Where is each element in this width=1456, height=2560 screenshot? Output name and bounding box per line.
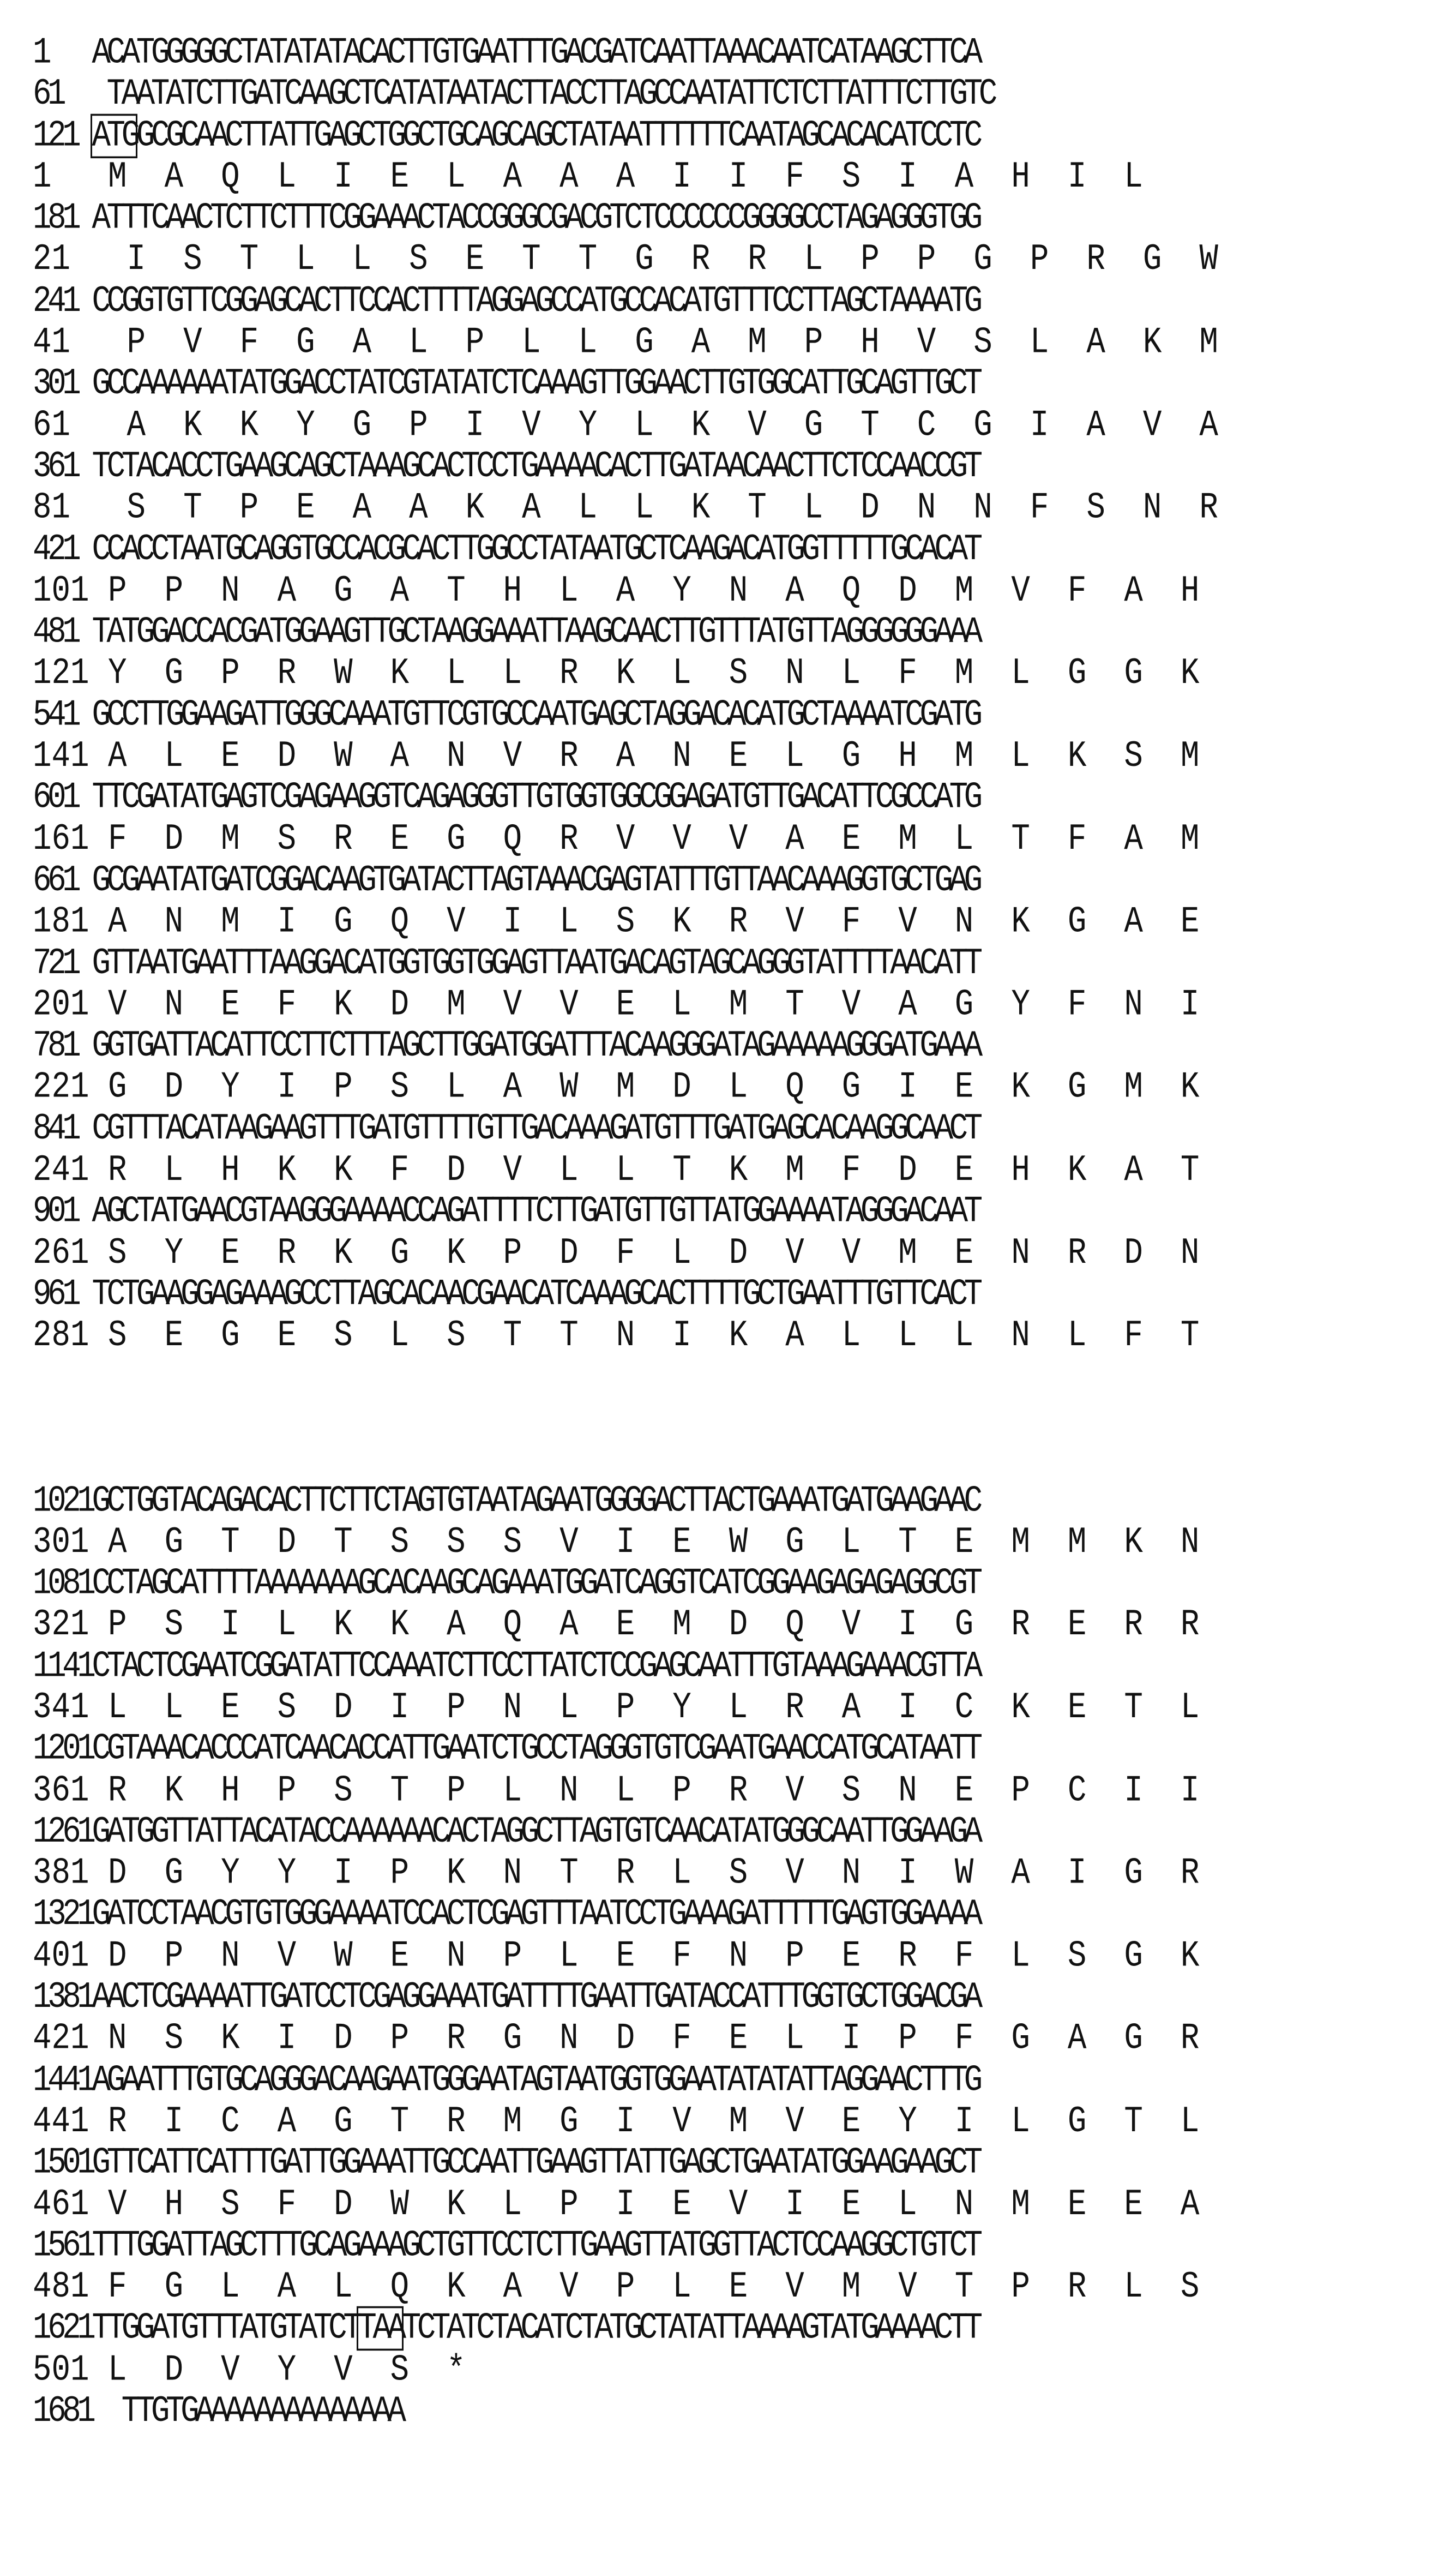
sequence-text: TTTGGATTAGCTTTGCAGAAAGCTGTTCCTCTTGAAGTTATGGTTACTCCAAGGCTGTCT <box>92 2225 979 2267</box>
spacer <box>89 2349 109 2391</box>
amino-acid-row <box>33 1771 1218 1812</box>
position-number: 41 <box>33 321 71 364</box>
position-number: 321 <box>33 1604 89 1646</box>
position-number: 1501 <box>33 2142 92 2184</box>
position-number: 1021 <box>33 1480 92 1522</box>
position-number: 81 <box>33 487 71 530</box>
sequence-text: AGAATTTGTGCAGGGACAAGAATGGGAATAGTAATGGTGGAATATATATTAGGAACTTTG <box>92 2059 979 2102</box>
position-number: 301 <box>33 1521 89 1563</box>
spacer <box>62 74 106 116</box>
amino-acid-row <box>33 2267 1218 2309</box>
spacer <box>89 1521 109 1563</box>
position-number: 181 <box>33 901 89 943</box>
position-number: 361 <box>33 446 77 488</box>
position-number: 181 <box>33 197 77 240</box>
nucleotide-row <box>33 364 1218 405</box>
spacer <box>77 115 92 157</box>
position-number: 1081 <box>33 1562 92 1605</box>
position-number: 101 <box>33 570 89 612</box>
spacer <box>77 1108 92 1150</box>
sequence-text: S Y E R K G K P D F L D V V M E N R D N <box>108 1232 1200 1274</box>
sequence-figure <box>33 33 1218 2432</box>
spacer <box>77 611 92 654</box>
sequence-text: P S I L K K A Q A E M D Q V I G R E R R <box>108 1604 1200 1646</box>
sequence-text: ATTTCAACTCTTCTTTCGGAAACTACCGGGCGACGTCTCCCCCCGGGGCCTAGAGGGTGG <box>92 197 979 240</box>
position-number: 601 <box>33 777 77 819</box>
position-number: 481 <box>33 611 77 654</box>
sequence-text: CGTTTACATAAGAAGTTTGATGTTTTGTTGACAAAGATGTTTGATGAGCACAAGGCAACT <box>92 1108 979 1150</box>
spacer <box>89 570 109 612</box>
position-number: 1621 <box>33 2307 92 2350</box>
position-number: 381 <box>33 1852 89 1894</box>
sequence-text: R L H K K F D V L L T K M F D E H K A T <box>108 1149 1200 1192</box>
spacer <box>89 1232 109 1274</box>
amino-acid-row <box>33 488 1218 530</box>
sequence-text: GTTAATGAATTTAAGGACATGGTGGTGGAGTTAATGACAGTAGCAGGGTATTTTAACATT <box>92 942 979 985</box>
spacer <box>77 446 92 488</box>
spacer <box>89 1149 109 1191</box>
spacer <box>89 2018 109 2060</box>
spacer <box>89 2267 109 2309</box>
nucleotide-row <box>33 1646 1218 1688</box>
sequence-text: V H S F D W K L P I E V I E L N M E E A <box>108 2184 1200 2226</box>
position-number: 1201 <box>33 1728 92 1771</box>
sequence-text: N S K I D P R G N D F E L I P F G A G R <box>108 2018 1200 2060</box>
nucleotide-row <box>33 281 1218 322</box>
sequence-text: A G T D T S S S V I E W G L T E M M K N <box>108 1521 1200 1563</box>
amino-acid-row <box>33 2184 1218 2226</box>
sequence-text: Y G P R W K L L R K L S N L F M L G G K <box>108 652 1200 695</box>
sequence-text: D P N V W E N P L E F N P E R F L S G K <box>108 1935 1200 1977</box>
sequence-text: R K H P S T P L N L P R V S N E P C I I <box>108 1770 1200 1812</box>
position-number: 1141 <box>33 1645 92 1688</box>
sequence-text: GGTGATTACATTCCTTCTTTAGCTTGGATGGATTTACAAGGGATAGAAAAAGGGATGAAA <box>92 1025 979 1068</box>
position-number: 121 <box>33 652 89 695</box>
position-number: 341 <box>33 1687 89 1729</box>
spacer <box>89 1935 109 1977</box>
sequence-text: D G Y Y I P K N T R L S V N I W A I G R <box>108 1852 1200 1894</box>
stop-codon-box: TAA <box>358 2307 402 2350</box>
spacer <box>77 777 92 819</box>
amino-acid-row <box>33 1522 1218 1563</box>
sequence-text: A L E D W A N V R A N E L G H M L K S M <box>108 735 1200 778</box>
nucleotide-row <box>33 1026 1218 1068</box>
position-number: 61 <box>33 73 63 116</box>
position-number: 721 <box>33 942 77 985</box>
spacer <box>77 1026 92 1068</box>
spacer <box>89 901 109 943</box>
amino-acid-row <box>33 322 1218 364</box>
nucleotide-row <box>33 447 1218 488</box>
amino-acid-row <box>33 1068 1218 1109</box>
sequence-text: CTACTCGAATCGGATATTCCAAATCTTCCTTATCTCCGAGCAATTTGTAAAGAAACGTTA <box>92 1645 979 1688</box>
position-number: 661 <box>33 860 77 902</box>
position-number: 421 <box>33 2018 89 2060</box>
amino-acid-row <box>33 654 1218 695</box>
sequence-text: CCTAGCATTTTAAAAAAAGCACAAGCAGAAATGGATCAGGTCATCGGAAGAGAGAGGCGT <box>92 1562 979 1605</box>
nucleotide-row <box>33 612 1218 654</box>
sequence-text: TTCGATATGAGTCGAGAAGGTCAGAGGGTTGTGGTGGCGGAGATGTTGACATTCGCCATG <box>92 777 979 819</box>
position-number: 481 <box>33 2266 89 2309</box>
position-number: 1441 <box>33 2059 92 2102</box>
amino-acid-row <box>33 1605 1218 1646</box>
amino-acid-row <box>33 571 1218 612</box>
position-number: 281 <box>33 1315 89 1357</box>
amino-acid-row <box>33 736 1218 778</box>
position-number: 241 <box>33 280 77 322</box>
spacer <box>77 280 92 322</box>
spacer <box>89 2101 109 2143</box>
start-codon-box: ATG <box>92 115 136 157</box>
nucleotide-row <box>33 1563 1218 1605</box>
sequence-text: TCTACACCTGAAGCAGCTAAAGCACTCCTGAAAACACTTGATAACAACTTCTCCAACCGT <box>92 446 979 488</box>
position-number: 401 <box>33 1935 89 1977</box>
spacer <box>52 156 109 198</box>
position-number: 421 <box>33 529 77 571</box>
nucleotide-row <box>33 943 1218 985</box>
spacer <box>77 943 92 985</box>
sequence-text: CCACCTAATGCAGGTGCCACGCACTTGGCCTATAATGCTCAAGACATGGTTTTTGCACAT <box>92 529 979 571</box>
position-number: 61 <box>33 404 71 447</box>
sequence-text: R I C A G T R M G I V M V E Y I L G T L <box>108 2101 1200 2143</box>
nucleotide-row <box>33 695 1218 736</box>
position-number: 1 <box>33 32 48 74</box>
amino-acid-row <box>33 902 1218 943</box>
amino-acid-row <box>33 2019 1218 2060</box>
position-number: 1681 <box>33 2390 92 2433</box>
sequence-text: P P N A G A T H L A Y N A Q D M V F A H <box>108 570 1200 612</box>
position-number: 141 <box>33 735 89 778</box>
spacer <box>70 405 127 447</box>
sequence-text: F D M S R E G Q R V V V A E M L T F A M <box>108 818 1200 861</box>
sequence-text: AACTCGAAAATTGATCCTCGAGGAAATGATTTTGAATTGATACCATTTGGTGCTGGACGA <box>92 1976 979 2019</box>
sequence-text: AGCTATGAACGTAAGGGAAAACCAGATTTTCTTGATGTTGTTATGGAAAATAGGGACAAT <box>92 1191 979 1233</box>
sequence-text: G D Y I P S L A W M D L Q G I E K G M K <box>108 1066 1200 1109</box>
position-number: 1 <box>33 156 52 199</box>
amino-acid-row <box>33 1688 1218 1729</box>
position-number: 21 <box>33 239 71 281</box>
sequence-text: TAATATCTTGATCAAGCTCATATAATACTTACCTTAGCCAATATTCTCTTATTTCTTGTC <box>106 73 994 116</box>
amino-acid-row <box>33 1150 1218 1191</box>
spacer <box>77 860 92 902</box>
amino-acid-row <box>33 1853 1218 1894</box>
position-number: 1321 <box>33 1893 92 1936</box>
sequence-text: I S T L L S E T T G R R L P P G P R G W <box>127 239 1218 281</box>
spacer <box>89 2184 109 2226</box>
amino-acid-row <box>33 239 1218 281</box>
nucleotide-row <box>33 1480 1218 1522</box>
position-number: 501 <box>33 2349 89 2391</box>
nucleotide-row <box>33 2309 1218 2350</box>
nucleotide-row <box>33 198 1218 239</box>
position-number: 1381 <box>33 1976 92 2019</box>
nucleotide-row <box>33 2226 1218 2267</box>
sequence-text: S E G E S L S T T N I K A L L L N L F T <box>108 1315 1200 1357</box>
sequence-text: GCGCAACTTATTGAGCTGGCTGCAGCAGCTATAATTTTTTCAATAGCACACATCCTC <box>136 115 979 157</box>
amino-acid-row <box>33 405 1218 447</box>
spacer <box>89 818 109 860</box>
spacer <box>77 529 92 571</box>
amino-acid-row <box>33 819 1218 861</box>
spacer <box>89 736 109 778</box>
sequence-text: V N E F K D M V V E L M T V A G Y F N I <box>108 984 1200 1026</box>
amino-acid-row <box>33 1316 1218 1357</box>
spacer <box>89 984 109 1026</box>
spacer <box>77 1191 92 1233</box>
position-number: 1561 <box>33 2225 92 2267</box>
sequence-text: GTTCATTCATTTGATTGGAAATTGCCAATTGAAGTTATTGAGCTGAATATGGAAGAAGCT <box>92 2142 979 2184</box>
spacer <box>70 487 127 529</box>
position-number: 201 <box>33 984 89 1026</box>
position-number: 441 <box>33 2101 89 2143</box>
nucleotide-row <box>33 1109 1218 1150</box>
position-number: 961 <box>33 1273 77 1316</box>
spacer <box>77 1274 92 1316</box>
position-number: 261 <box>33 1232 89 1274</box>
amino-acid-row <box>33 985 1218 1026</box>
nucleotide-row <box>33 1729 1218 1771</box>
nucleotide-row <box>33 1894 1218 1936</box>
nucleotide-row <box>33 2391 1218 2433</box>
sequence-text: A N M I G Q V I L S K R V F V N K G A E <box>108 901 1200 943</box>
sequence-text: S T P E A A K A L L K T L D N N F S N R <box>127 487 1218 530</box>
nucleotide-row <box>33 1977 1218 2019</box>
sequence-text: CGTAAACACCCATCAACACCATTGAATCTGCCTAGGGTGTCGAATGAACCATGCATAATT <box>92 1728 979 1771</box>
sequence-text: GCTGGTACAGACACTTCTTCTAGTGTAATAGAATGGGGACTTACTGAAATGATGAAGAAC <box>92 1480 979 1522</box>
sequence-text: TATGGACCACGATGGAAGTTGCTAAGGAAATTAAGCAACTTGTTTATGTTAGGGGGGAAA <box>92 611 979 654</box>
position-number: 461 <box>33 2184 89 2226</box>
sequence-text: GCCTTGGAAGATTGGGCAAATGTTCGTGCCAATGAGCTAGGACACATGCTAAAATCGATG <box>92 694 979 736</box>
nucleotide-row <box>33 778 1218 819</box>
position-number: 221 <box>33 1066 89 1109</box>
spacer <box>89 1687 109 1729</box>
sequence-text: TTGTGAAAAAAAAAAAAAA <box>121 2390 402 2433</box>
position-number: 841 <box>33 1108 77 1150</box>
amino-acid-row <box>33 1233 1218 1274</box>
position-number: 301 <box>33 363 77 405</box>
position-number: 161 <box>33 818 89 861</box>
spacer <box>70 239 127 281</box>
sequence-text: P V F G A L P L L G A M P H V S L A K M <box>127 321 1218 364</box>
position-number: 781 <box>33 1025 77 1068</box>
sequence-text: GATCCTAACGTGTGGGAAAATCCACTCGAGTTTAATCCTGAAAGATTTTTGAGTGGAAAA <box>92 1893 979 1936</box>
nucleotide-row <box>33 2143 1218 2184</box>
sequence-text: TTGGATGTTTATGTATCT <box>92 2307 358 2350</box>
nucleotide-row <box>33 529 1218 571</box>
spacer <box>89 1067 109 1109</box>
spacer <box>89 1852 109 1894</box>
spacer <box>89 653 109 695</box>
nucleotide-row <box>33 1274 1218 1316</box>
spacer <box>77 363 92 405</box>
nucleotide-row <box>33 74 1218 116</box>
sequence-text: ACATGGGGGCTATATATACACTTGTGAATTTGACGATCAATTAAACAATCATAAGCTTCA <box>92 32 979 74</box>
spacer <box>89 1770 109 1812</box>
sequence-text: CCGGTGTTCGGAGCACTTCCACTTTTAGGAGCCATGCCACATGTTTCCTTAGCTAAAATG <box>92 280 979 322</box>
spacer <box>70 322 127 364</box>
spacer <box>89 1315 109 1357</box>
nucleotide-row <box>33 116 1218 157</box>
nucleotide-row <box>33 1812 1218 1853</box>
sequence-text: L L E S D I P N L P Y L R A I C K E T L <box>108 1687 1200 1729</box>
sequence-text: M A Q L I E L A A A I I F S I A H I L <box>108 156 1143 199</box>
position-number: 361 <box>33 1770 89 1812</box>
sequence-text: GATGGTTATTACATACCAAAAAACACTAGGCTTAGTGTCAACATATGGGCAATTGGAAGA <box>92 1811 979 1853</box>
sequence-text: F G L A L Q K A V P L E V M V T P R L S <box>108 2266 1200 2309</box>
nucleotide-row <box>33 860 1218 902</box>
spacer <box>92 2390 121 2432</box>
spacer <box>77 197 92 239</box>
nucleotide-row <box>33 33 1218 74</box>
nucleotide-row <box>33 2060 1218 2102</box>
nucleotide-row <box>33 1191 1218 1233</box>
amino-acid-row <box>33 2350 1218 2391</box>
amino-acid-row <box>33 2101 1218 2143</box>
block-gap <box>33 1357 1218 1481</box>
sequence-text: A K K Y G P I V Y L K V G T C G I A V A <box>127 404 1218 447</box>
position-number: 901 <box>33 1191 77 1233</box>
spacer <box>77 694 92 736</box>
sequence-text: L D V Y V S * <box>108 2349 466 2391</box>
position-number: 1261 <box>33 1811 92 1853</box>
sequence-text: TCTATCTACATCTATGCTATATTAAAAGTATGAAAACTT <box>402 2307 979 2350</box>
spacer <box>89 1604 109 1646</box>
position-number: 241 <box>33 1149 89 1192</box>
spacer <box>47 32 92 74</box>
position-number: 541 <box>33 694 77 736</box>
amino-acid-row <box>33 1936 1218 1977</box>
amino-acid-row <box>33 157 1218 199</box>
sequence-text: GCCAAAAAATATGGACCTATCGTATATCTCAAAGTTGGAACTTGTGGCATTGCAGTTGCT <box>92 363 979 405</box>
sequence-text: GCGAATATGATCGGACAAGTGATACTTAGTAAACGAGTATTTGTTAACAAAGGTGCTGAG <box>92 860 979 902</box>
sequence-text: TCTGAAGGAGAAAGCCTTAGCACAACGAACATCAAAGCACTTTTGCTGAATTTGTTCACT <box>92 1273 979 1316</box>
position-number: 121 <box>33 115 77 157</box>
